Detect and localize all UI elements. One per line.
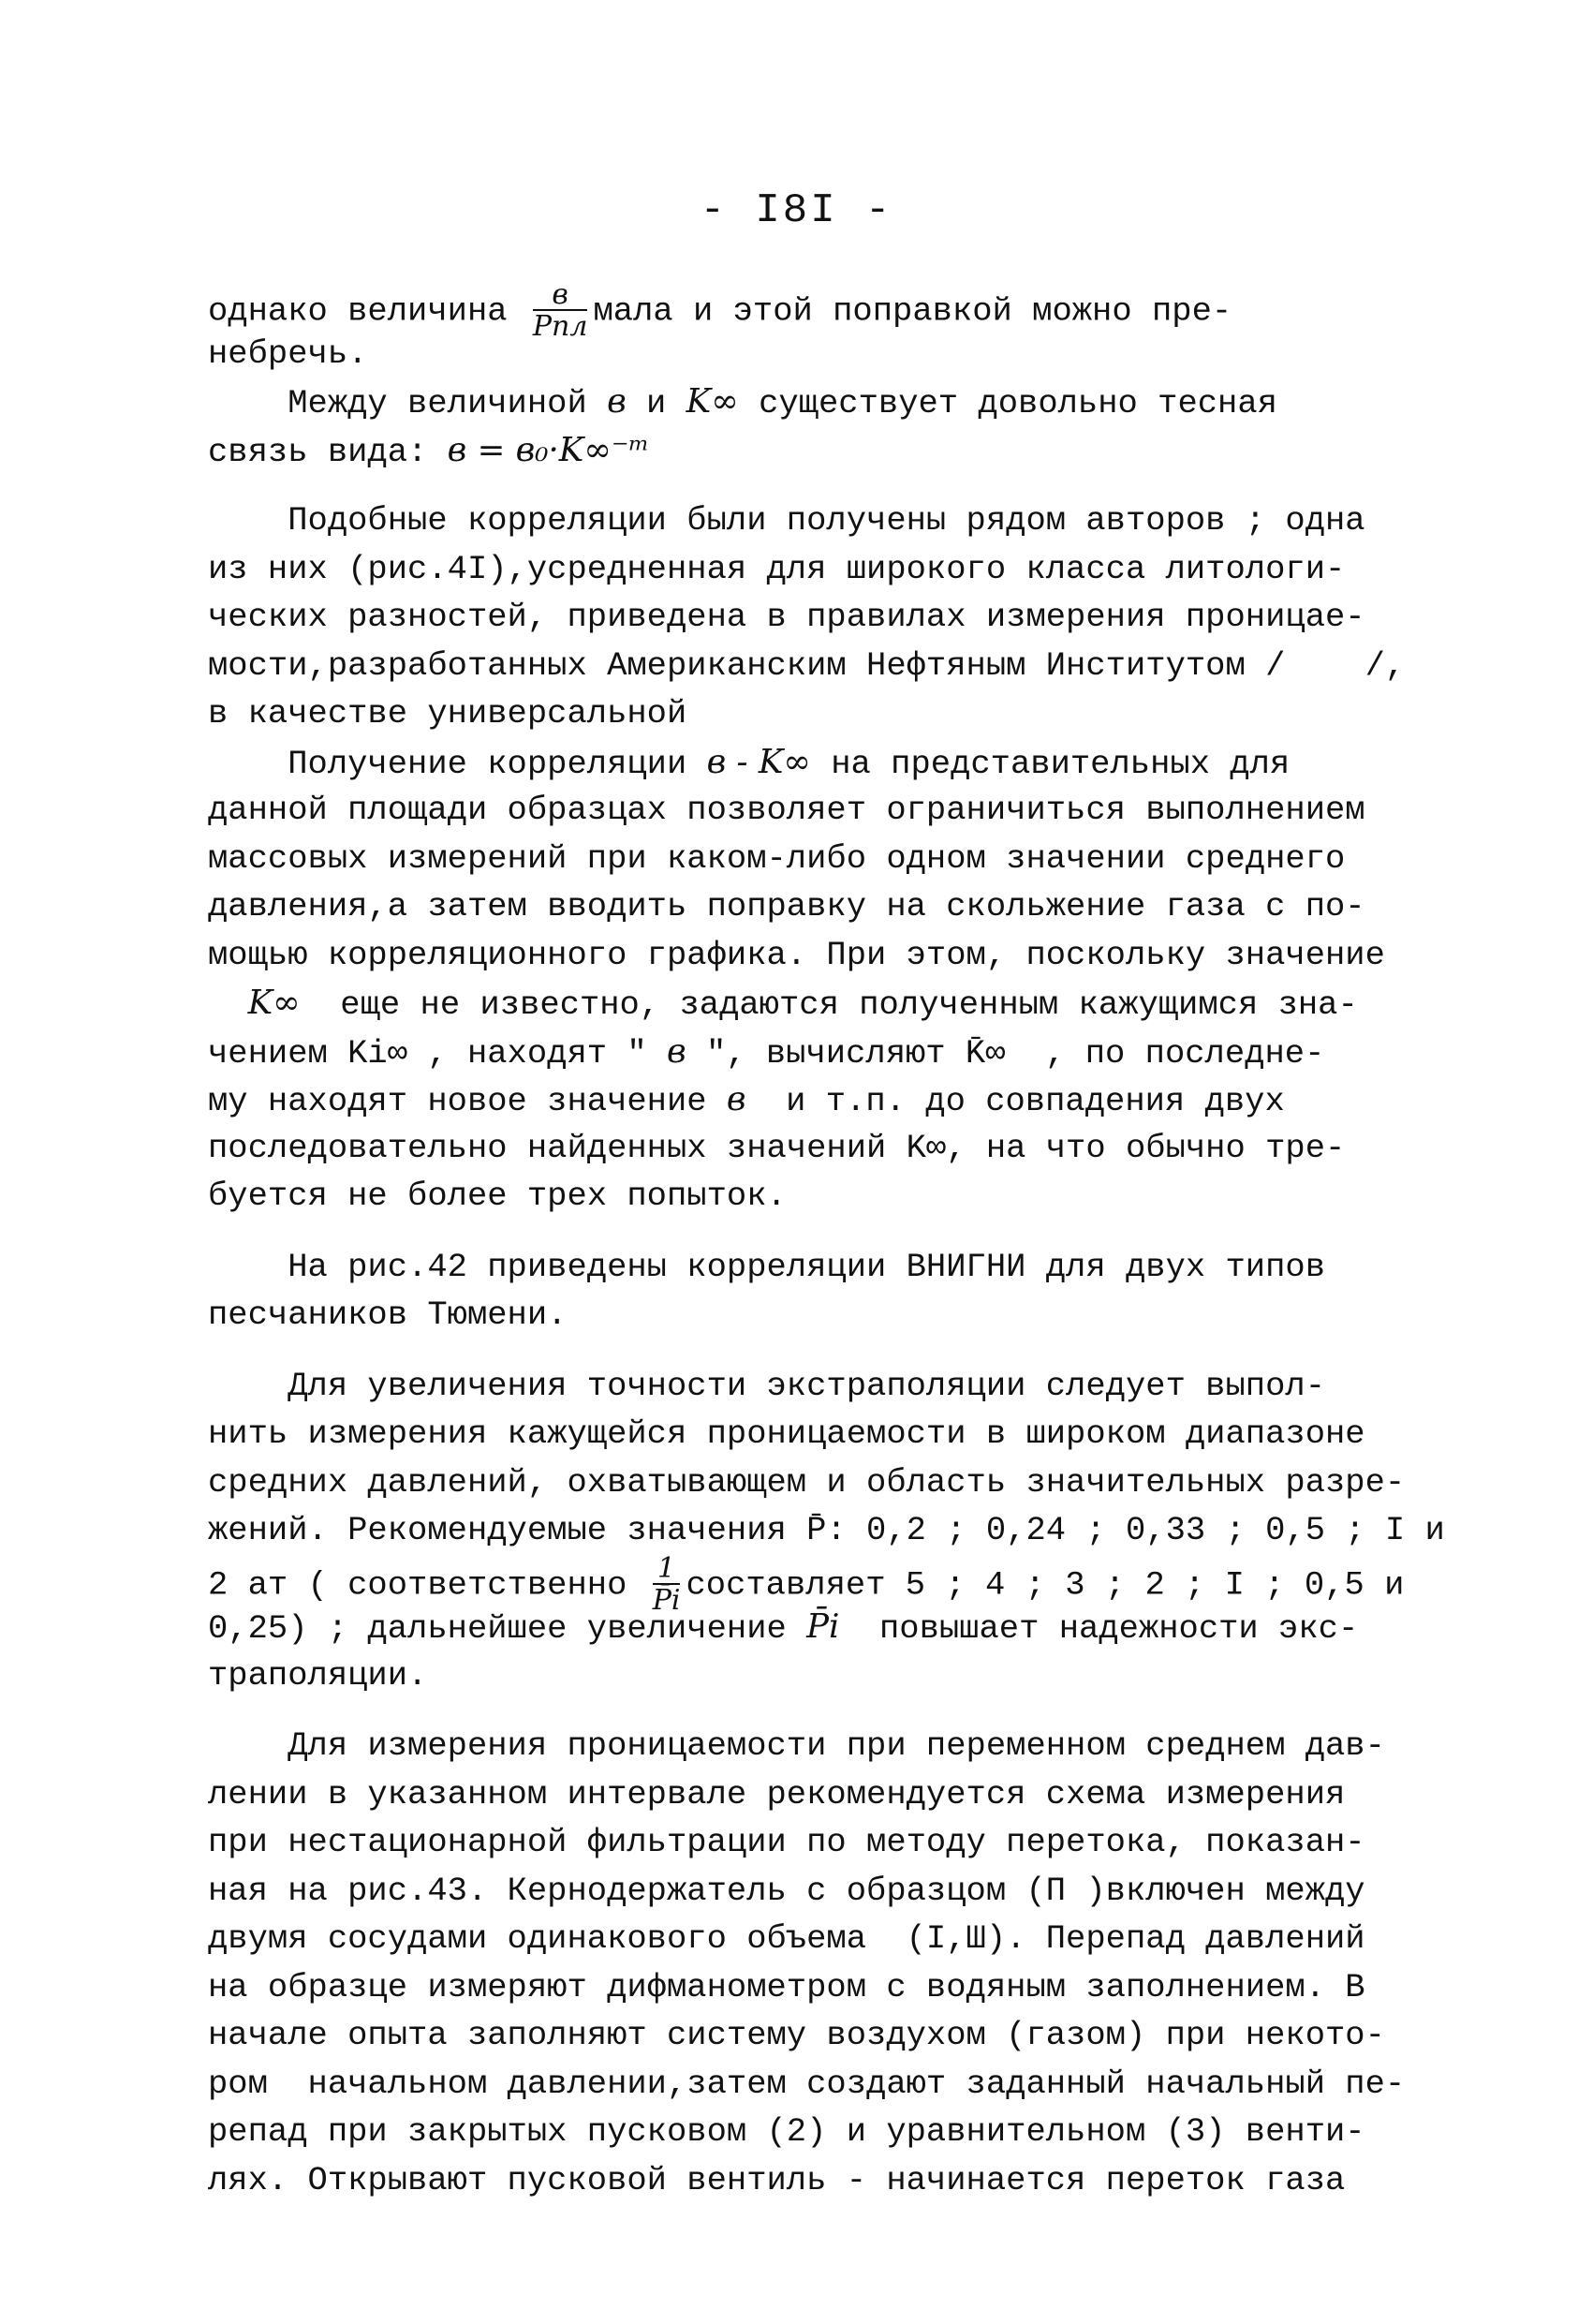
text-run: буется не более трех попыток. [208,1177,787,1215]
fraction-numerator: в [552,278,568,311]
handwritten-symbol: в [607,382,627,421]
text-line [208,2011,1444,2060]
text-run: давления,а затем вводить поправку на скольжение газа с по- [208,887,1365,925]
text-line [208,377,1444,426]
text-run: последовательно найденных значений K∞, на что обычно тре- [208,1128,1346,1167]
text-run: ная на рис.43. Кернодержатель с образцом (П )включен между [208,1871,1365,1910]
text-run: и т.п. до совпадения двух [745,1082,1285,1120]
paragraph-gap [208,1699,1444,1722]
text-run: небречь. [208,333,368,373]
text-line [208,1075,1444,1124]
text-run: при нестационарной фильтрации по методу перетока, показан- [208,1823,1365,1861]
text-run: му находят новое значение [208,1082,727,1120]
text-run: начале опыта заполняют систему воздухом (газом) при некото- [208,2016,1385,2054]
handwritten-symbol: P̄i [806,1607,840,1646]
text-line [208,1722,1444,1770]
text-run: мости,разработанных Американским Нефтяным Институтом / /, [208,645,1406,685]
body-text [208,278,1445,2204]
text-line [208,496,1444,545]
text-run: массовых измерений при каком-либо одном значении среднего [208,838,1346,878]
paragraph-gap [208,1340,1444,1362]
text-run: на представительных для [810,744,1291,783]
text-line [208,1243,1444,1292]
text-run: еще не известно, задаются полученным кажущимся зна- [300,985,1358,1024]
text-run: однако величина [208,291,527,331]
text-run: Между величиной [208,384,608,422]
handwritten-symbol: в [666,1031,686,1071]
text-line [208,1651,1444,1700]
text-run: данной площади образцах позволяет ограничиться выполнением [208,791,1365,829]
text-run: повышает надежности экс- [839,1609,1359,1648]
text-run: чением Ki∞ , находят " [208,1033,667,1073]
text-run: нить измерения кажущейся проницаемости в широком диапазоне [208,1414,1365,1453]
text-line [208,1172,1444,1221]
text-line [208,426,1444,475]
text-run: лях. Открывают пусковой вентиль - начинается переток газа [208,2160,1346,2199]
text-run: двумя сосудами одинакового объема (I,Ш). Перепад давлений [208,1919,1365,1958]
text-run: 2 ат ( соответственно [208,1564,647,1604]
text-line [208,738,1444,787]
text-line [208,1603,1444,1651]
handwritten-symbol: в - K∞ [706,742,811,781]
text-line [208,1867,1444,1916]
text-line [208,2060,1444,2109]
text-run: Для измерения проницаемости при переменном среднем дав- [208,1726,1385,1765]
handwritten-fraction [532,278,588,343]
text-line [208,882,1444,931]
text-run: существует довольно тесная [738,384,1277,422]
text-line [208,2108,1444,2156]
text-run: репад при закрытых пусковом (2) и уравнительном (3) венти- [208,2112,1365,2151]
paragraph-gap [208,1221,1444,1243]
text-line [208,2156,1444,2205]
text-line [208,1506,1444,1555]
text-line [208,1291,1444,1340]
text-line [208,1458,1444,1507]
text-run [208,985,248,1024]
text-run: связь вида: [208,432,448,471]
text-run: песчаников Тюмени. [208,1295,568,1334]
text-run: и [626,384,686,422]
text-line [208,1551,1444,1617]
text-line [208,689,1444,738]
text-run: средних давлений, охватывающем и область значительных разре- [208,1462,1406,1502]
handwritten-symbol: K∞ [247,984,301,1022]
text-line [208,545,1444,594]
text-line [208,593,1444,642]
text-run: мощью корреляционного графика. При этом, поскольку значение [208,935,1385,974]
text-line [208,1028,1444,1076]
text-run: в качестве универсальной [208,694,687,733]
text-run: лении в указанном интервале рекомендуется схема измерения [208,1774,1346,1813]
text-line [208,835,1444,883]
text-run: составляет 5 ; 4 ; 3 ; 2 ; I ; 0,5 и [686,1564,1405,1604]
text-run: Подобные корреляции были получены рядом авторов ; одна [208,501,1365,540]
text-run: Для увеличения точности экстраполяции следует выпол- [208,1366,1325,1405]
fraction-denominator: P̄i [652,1583,681,1617]
fraction-denominator: Pпл [532,310,588,343]
text-line [208,1124,1444,1173]
text-line [208,1818,1444,1867]
text-line [208,1963,1444,2012]
handwritten-symbol: K∞ [686,382,739,421]
text-run: жений. Рекомендуемые значения P̄: 0,2 ; 0,24 ; 0,33 ; 0,5 ; I и [208,1511,1445,1549]
text-line [208,1770,1444,1819]
text-run: мала и этой поправкой можно пре- [593,291,1232,331]
text-run: Получение корреляции [208,744,707,783]
text-run: ческих разностей, приведена в правилах измерения проницае- [208,598,1365,636]
text-run: 0,25) ; дальнейшее увеличение [208,1609,807,1648]
text-line [208,330,1444,378]
text-run: На рис.42 приведены корреляции ВНИГНИ для двух типов [208,1247,1325,1286]
text-run: на образце измеряют дифманометром с водяным заполнением. В [208,1967,1365,2006]
text-line [208,786,1444,835]
handwritten-symbol: в = в₀·K∞⁻ᵐ [447,430,650,469]
text-run: траполяции. [208,1655,428,1695]
text-line [208,1410,1444,1458]
paragraph-gap [208,474,1444,496]
text-line [208,278,1444,343]
text-run: ром начальном давлении,затем создают заданный начальный пе- [208,2064,1406,2103]
text-line [208,979,1444,1028]
fraction-numerator: 1 [657,1551,676,1585]
page-number: - I8I - [700,187,893,234]
text-run: из них (рис.4I),усредненная для широкого класса литологи- [208,549,1346,588]
text-line [208,1362,1444,1411]
text-run: ", вычисляют K̄∞ , по последне- [686,1033,1325,1073]
text-line [208,1915,1444,1963]
text-line [208,931,1444,980]
handwritten-symbol: в [726,1080,746,1118]
text-line [208,642,1444,690]
